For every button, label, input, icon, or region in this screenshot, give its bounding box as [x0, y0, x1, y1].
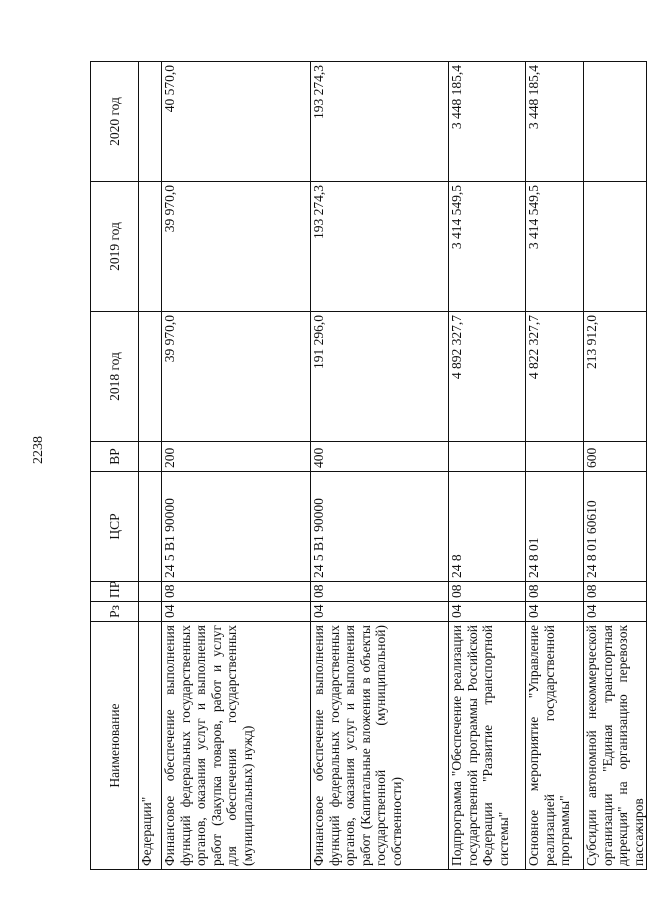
row-rz: 04 [584, 602, 647, 622]
row-2018: 191 296,0 [311, 312, 449, 442]
table-row [449, 62, 526, 870]
header-rz: Рз [91, 602, 139, 622]
row-csr: 24 8 01 [526, 472, 584, 582]
row-name: Основное мероприятие "Управление реализацией государственной программы" [526, 622, 584, 870]
row-2020 [139, 62, 162, 182]
row-name: Финансовое обеспечение выполнения функций федеральных государственных органов, оказания услуг и выполнения работ (Закупка товаров, работ и услуг для обеспечения государственных (муниципальных) нужд) [162, 622, 311, 870]
row-vr: 200 [162, 442, 311, 472]
header-2018: 2018 год [91, 312, 139, 442]
row-rz: 04 [162, 602, 311, 622]
row-2018: 213 912,0 [584, 312, 647, 442]
row-rz: 04 [311, 602, 449, 622]
row-2020: 40 570,0 [162, 62, 311, 182]
row-2019: 3 414 549,5 [526, 182, 584, 312]
row-pr: 08 [311, 582, 449, 602]
row-rz: 04 [526, 602, 584, 622]
header-pr: ПР [91, 582, 139, 602]
row-2019: 193 274,3 [311, 182, 449, 312]
row-csr: 24 8 01 60610 [584, 472, 647, 582]
row-csr: 24 5 B1 90000 [311, 472, 449, 582]
row-pr: 08 [162, 582, 311, 602]
row-vr: 600 [584, 442, 647, 472]
row-vr [526, 442, 584, 472]
row-vr [449, 442, 526, 472]
header-2020: 2020 год [91, 62, 139, 182]
row-2018: 39 970,0 [162, 312, 311, 442]
row-pr [139, 582, 162, 602]
row-pr: 08 [449, 582, 526, 602]
row-2019: 39 970,0 [162, 182, 311, 312]
page-number: 2238 [31, 436, 46, 464]
row-2020 [584, 62, 647, 182]
table-row [139, 62, 162, 870]
row-2020: 3 448 185,4 [526, 62, 584, 182]
table-row [162, 62, 311, 870]
row-rz [139, 602, 162, 622]
row-csr: 24 8 [449, 472, 526, 582]
header-name: Наименование [91, 622, 139, 870]
row-csr: 24 5 B1 90000 [162, 472, 311, 582]
header-csr: ЦСР [91, 472, 139, 582]
table-row [584, 62, 647, 870]
row-pr: 08 [584, 582, 647, 602]
row-2019 [584, 182, 647, 312]
row-2020: 3 448 185,4 [449, 62, 526, 182]
row-2019 [139, 182, 162, 312]
budget-table [90, 61, 647, 870]
row-name: Федерации" [139, 622, 162, 870]
row-name: Финансовое обеспечение выполнения функций федеральных государственных органов, оказания услуг и выполнения работ (Капитальные вложения в объекты государственной (муниципальной) собственности) [311, 622, 449, 870]
header-2019: 2019 год [91, 182, 139, 312]
row-name: Подпрограмма "Обеспечение реализации государственной программы Российской Федерации "Развитие транспортной системы" [449, 622, 526, 870]
rotated-table-container [90, 62, 646, 870]
table-row [311, 62, 449, 870]
row-2018 [139, 312, 162, 442]
row-csr [139, 472, 162, 582]
row-2019: 3 414 549,5 [449, 182, 526, 312]
row-pr: 08 [526, 582, 584, 602]
table-row [526, 62, 584, 870]
row-vr: 400 [311, 442, 449, 472]
table-header-row [91, 62, 139, 870]
row-name: Субсидии автономной некоммерческой организации "Единая транспортная дирекция" на организацию перевозок пассажиров [584, 622, 647, 870]
row-2020: 193 274,3 [311, 62, 449, 182]
row-2018: 4 822 327,7 [526, 312, 584, 442]
row-2018: 4 892 327,7 [449, 312, 526, 442]
header-vr: ВР [91, 442, 139, 472]
row-rz: 04 [449, 602, 526, 622]
row-vr [139, 442, 162, 472]
